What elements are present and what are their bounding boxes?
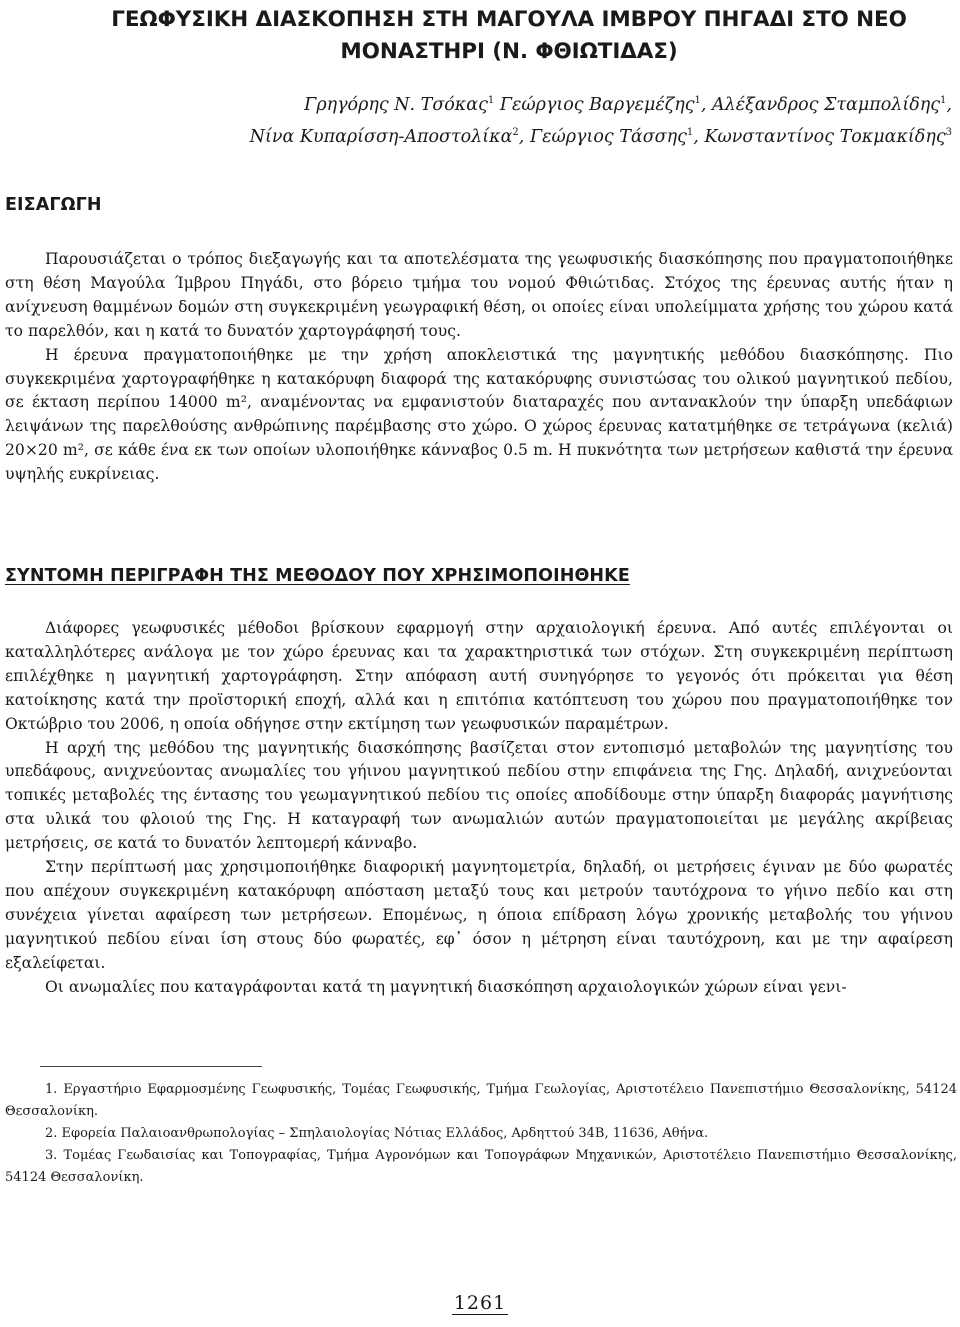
section-heading-method: ΣΥΝΤΟΜΗ ΠΕΡΙΓΡΑΦΗ ΤΗΣ ΜΕΘΟΔΟΥ ΠΟΥ ΧΡΗΣΙΜΟΠΟΙΗΘΗΚΕ <box>5 566 630 586</box>
author-name: Γεώργιος Βαργεμέζης <box>499 94 695 115</box>
author-affiliation-mark: 1 <box>686 126 694 138</box>
author-name: Γρηγόρης Ν. Τσόκας <box>304 94 488 115</box>
section-heading-introduction: ΕΙΣΑΓΩΓΗ <box>5 195 102 215</box>
author-name: Γεώργιος Τάσσης <box>529 126 687 147</box>
footnote-separator <box>40 1066 262 1067</box>
author-affiliation-mark: 1 <box>487 95 495 106</box>
footnotes <box>5 1079 957 1189</box>
body-paragraph: Παρουσιάζεται ο τρόπος διεξαγωγής και τα αποτελέσματα της γεωφυσικής διασκόπησης που πραγματοποιήθηκε στη θέση Μαγούλα Ίμβρου Πηγάδι, στο βόρειο τμήμα του νομού Φθιώτιδας. Στόχος της έρευνας αυτής ήταν η ανίχνευση θαμμένων δομών στη συγκεκριμένη γεωγραφική θέση, οι οποίες είναι υπολείμματα χρήσης του χώρου κατά το παρελθόν, και η κατά το δυνατόν χαρτογράφησή τους. <box>5 250 953 340</box>
body-paragraph: Στην περίπτωσή μας χρησιμοποιήθηκε διαφορική μαγνητομετρία, δηλαδή, οι μετρήσεις έγιναν με δύο φωρατές που απέχουν συγκεκριμένη κατακόρυφη απόσταση μεταξύ τους και μετρούν ταυτόχρονα το γήινο πεδίο και στη συνέχεια γίνεται αφαίρεση των μετρήσεων. Επομένως, η όποια επίδραση λόγω χρονικής μεταβολής του γήινου μαγνητικού πεδίου είναι ίση στους δύο φωρατές, εφ᾽ όσον η μέτρηση είναι ταυτόχρονη, και με την αφαίρεση εξαλείφεται. <box>5 858 953 972</box>
paper-title: ΓΕΩΦΥΣΙΚΗ ΔΙΑΣΚΟΠΗΣΗ ΣΤΗ ΜΑΓΟΥΛΑ ΙΜΒΡΟΥ ΠΗΓΑΔΙ ΣΤΟ ΝΕΟ ΜΟΝΑΣΤΗΡΙ (Ν. ΦΘΙΩΤΙΔΑΣ) <box>111 7 907 64</box>
author-affiliation-mark: 1 <box>694 95 701 106</box>
author-name: Αλέξανδρος Σταμπολίδης <box>712 94 941 115</box>
author-affiliation-mark: 2 <box>512 126 519 138</box>
introduction-body <box>5 248 953 487</box>
author-name: Νίνα Κυπαρίσση-Αποστολίκα <box>249 126 513 147</box>
footnote: 2. Εφορεία Παλαιοανθρωπολογίας – Σπηλαιολογίας Νότιας Ελλάδος, Αρδηττού 34Β, 11636, Αθήνα. <box>45 1126 709 1141</box>
footnote: 3. Τομέας Γεωδαισίας και Τοπογραφίας, Τμήμα Αγρονόμων και Τοπογράφων Μηχανικών, Αριστοτέλειο Πανεπιστήμιο Θεσσαλονίκης, 54124 Θεσσαλονίκη. <box>5 1148 957 1185</box>
body-paragraph: Διάφορες γεωφυσικές μέθοδοι βρίσκουν εφαρμογή στην αρχαιολογική έρευνα. Από αυτές επιλέγονται οι καταλληλότερες ανάλογα με τον χώρο έρευνας και τα χαρακτηριστικά των στόχων. Στη συγκεκριμένη περίπτωση επιλέχθηκε η μαγνητική χαρτογράφηση. Στην απόφαση αυτή συνηγόρησε το γεγονός ότι πρόκειται για θέση κατοίκησης κατά την προϊστορική εποχή, αλλά και η επιτόπια κατόπτευση του χώρου που πραγματοποιήθηκε τον Οκτώβριο του 2006, η οποία οδήγησε στην εκτίμηση των γεωφυσικών παραμέτρων. <box>5 619 953 733</box>
author-name: Κωνσταντίνος Τοκμακίδης <box>704 126 946 147</box>
body-paragraph: Η αρχή της μεθόδου της μαγνητικής διασκόπησης βασίζεται στον εντοπισμό μεταβολών της μαγνητίσης του υπεδάφους, ανιχνεύοντας ανωμαλίες του γήινου μαγνητικού πεδίου στην επιφάνεια της Γης. Δηλαδή, ανιχνεύονται τοπικές μεταβολές της έντασης του γεωμαγνητικού πεδίου τις οποίες αποδίδουμε στην ύπαρξη διαφοράς μαγνήτισης στα υλικά του φλοιού της Γης. Η καταγραφή των ανωμαλιών αυτών πραγματοποιείται με μεγάλης ακρίβειας μετρήσεις, σε κατά το δυνατόν λεπτομερή κάνναβο. <box>5 738 953 853</box>
author-affiliation-mark: 1 <box>940 95 947 106</box>
body-paragraph: Η έρευνα πραγματοποιήθηκε με την χρήση αποκλειστικά της μαγνητικής μεθόδου διασκόπησης. Πιο συγκεκριμένα χαρτογραφήθηκε η κατακόρυφη διαφορά της κατακόρυφης συνιστώσας του ολικού μαγνητικού πεδίου, σε έκταση περίπου 14000 m², αναμένοντας να εμφανιστούν διαταραχές που αντανακλούν την ύπαρξη υπεδάφιων λειψάνων της παρελθούσης ανθρώπινης παρέμβασης στο χώρο. Ο χώρος έρευνας κατατμήθηκε σε τετράγωνα (κελιά) 20×20 m², σε κάθε ένα εκ των οποίων υλοποιήθηκε κάνναβος 0.5 m. Η πυκνότητα των μετρήσεων καθιστά την έρευνα υψηλής ευκρίνειας. <box>5 345 953 484</box>
page-number-value: 1261 <box>453 1292 507 1314</box>
method-body <box>5 617 953 1000</box>
page-number <box>0 1292 960 1314</box>
author-affiliation-mark: 3 <box>945 126 952 138</box>
author-list: Γρηγόρης Ν. Τσόκας$^1$ Γεώργιος Βαργεμέζης$^1$, Αλέξανδρος Σταμπολίδης$^1$, Νίνα Κυπαρίσση-Αποστολίκα$^2$, Γεώργιος Τάσσης$^1$, Κωνσταντίνος Τοκμακίδης$^3$ <box>249 94 952 147</box>
footnote: 1. Εργαστήριο Εφαρμοσμένης Γεωφυσικής, Τομέας Γεωφυσικής, Τμήμα Γεωλογίας, Αριστοτέλειο Πανεπιστήμιο Θεσσαλονίκης, 54124 Θεσσαλονίκη. <box>5 1082 957 1119</box>
body-paragraph: Οι ανωμαλίες που καταγράφονται κατά τη μαγνητική διασκόπηση αρχαιολογικών χώρων είναι γενι- <box>45 977 847 996</box>
